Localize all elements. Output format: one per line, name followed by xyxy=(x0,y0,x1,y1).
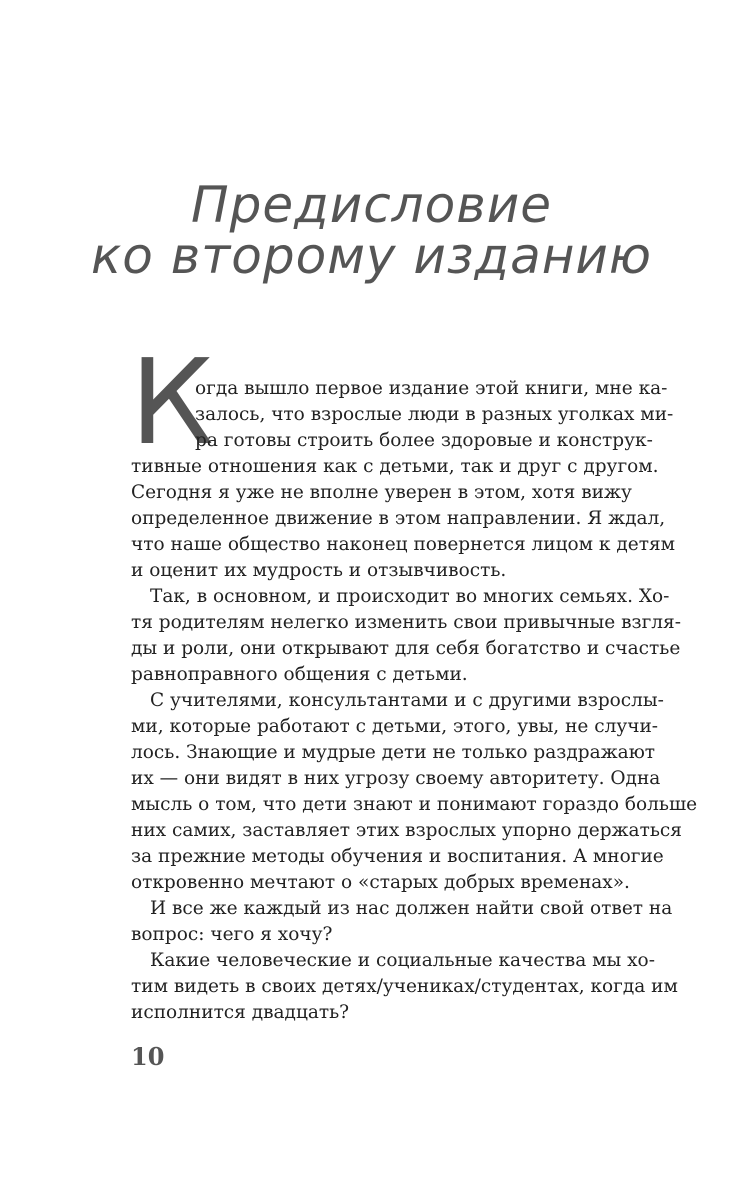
text-line: мысль о том, что дети знают и понимают гораздо больше xyxy=(131,794,698,815)
text-line: лось. Знающие и мудрые дети не только раздражают xyxy=(131,742,656,763)
text-line: ды и роли, они открывают для себя богатство и счастье xyxy=(131,638,681,659)
text-line: их — они видят в них угрозу своему авторитету. Одна xyxy=(131,768,661,789)
chapter-title-line-1: Предисловие xyxy=(191,176,552,234)
chapter-title-line-2: ко второму изданию xyxy=(91,227,652,285)
text-line: определенное движение в этом направлении. Я ждал, xyxy=(131,508,666,529)
text-line: огда вышло первое издание этой книги, мне ка- xyxy=(195,378,668,399)
text-line: и оценит их мудрость и отзывчивость. xyxy=(131,560,507,581)
text-line: исполнится двадцать? xyxy=(131,1002,350,1023)
text-line: тя родителям нелегко изменить свои привычные взгля- xyxy=(131,612,681,633)
text-line: них самих, заставляет этих взрослых упорно держаться xyxy=(131,820,682,841)
text-line: вопрос: чего я хочу? xyxy=(131,924,333,945)
text-line: ми, которые работают с детьми, этого, увы, не случи- xyxy=(131,716,659,737)
text-line: залось, что взрослые люди в разных уголках ми- xyxy=(195,404,674,425)
text-line: Какие человеческие и социальные качества мы хо- xyxy=(150,950,655,971)
text-line: за прежние методы обучения и воспитания. А многие xyxy=(131,846,664,867)
text-line: равноправного общения с детьми. xyxy=(131,664,468,685)
text-line: ра готовы строить более здоровые и конструк- xyxy=(195,430,653,451)
text-line: С учителями, консультантами и с другими взрослы- xyxy=(150,690,664,711)
drop-cap: К xyxy=(130,333,214,471)
text-line: что наше общество наконец повернется лицом к детям xyxy=(131,534,676,555)
text-line: Сегодня я уже не вполне уверен в этом, хотя вижу xyxy=(131,482,632,503)
text-line: тивные отношения как с детьми, так и друг с другом. xyxy=(131,456,659,477)
text-line: откровенно мечтают о «старых добрых временах». xyxy=(131,872,630,893)
text-line: И все же каждый из нас должен найти свой ответ на xyxy=(150,898,673,919)
text-line: тим видеть в своих детях/учениках/студентах, когда им xyxy=(131,976,678,997)
text-line: Так, в основном, и происходит во многих семьях. Хо- xyxy=(150,586,670,607)
page-number: 10 xyxy=(131,1042,165,1071)
